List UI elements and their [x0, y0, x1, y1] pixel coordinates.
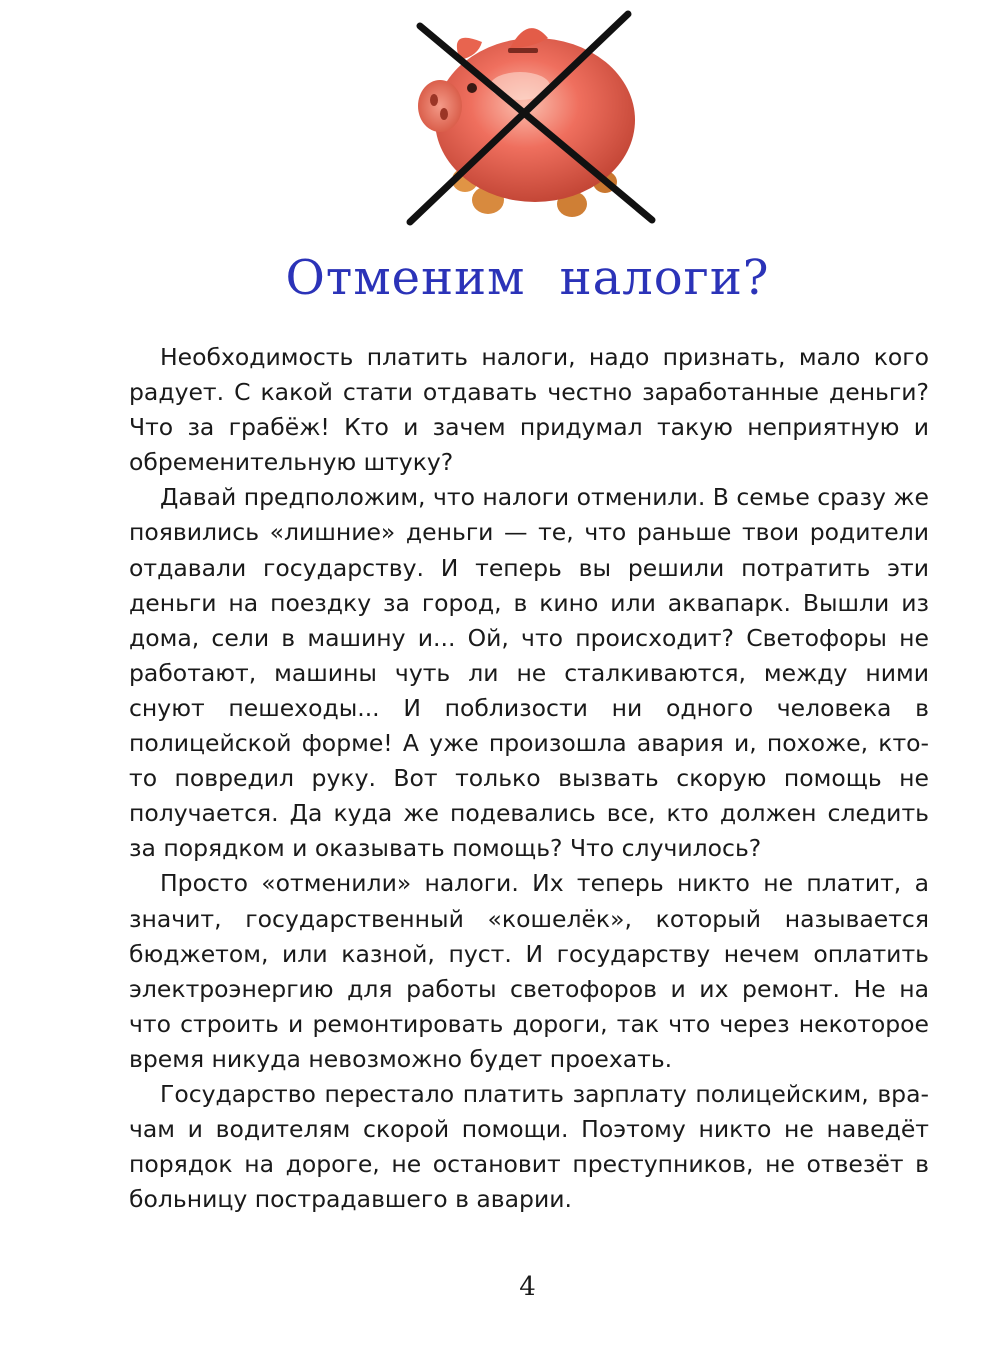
crossed-out-piggy-bank-illustration [400, 8, 660, 228]
paragraph: Давай предположим, что налоги отменили. В семье сразу же появились «лишние» деньги — те, что раньше твои родители отдавали государству. И теперь вы решили потратить эти деньги на поездку за город, в кино или аквапарк. Вышли из дома, сели в машину и... Ой, что происходит? Светофоры не работают, машины чуть ли не сталкиваются, между ними снуют пешеходы... И поблизости ни одного человека в полицейской форме! А уже произошла авария и, похоже, кто-то повредил руку. Вот только вызвать скорую помощь не получается. Да куда же подевались все, кто должен следить за порядком и оказывать помощь? Что случилось? [129, 483, 930, 863]
pig-nostril [430, 94, 438, 106]
coin-slot [508, 48, 538, 53]
pig-eye [467, 83, 477, 93]
paragraph: Просто «отменили» налоги. Их теперь никто не платит, а значит, государственный «кошелёк», который называется бюджетом, или казной, пуст. И государству нечем оплатить электроэнергию для работы светофоров и их ремонт. Не на что строить и ремонтировать дороги, так что через некоторое время никуда невозможно будет проехать. [129, 869, 929, 1073]
paragraph: Необходимость платить налоги, надо признать, мало кого радует. С какой стати отдавать честно заработанные деньги? Что за грабёж! Кто и зачем придумал такую неприятную и обременительную штуку? [129, 343, 929, 477]
page-title: Отменим налоги? [285, 250, 770, 306]
pig-nostril [440, 108, 448, 120]
article-body [129, 340, 929, 1217]
page-number: 4 [519, 1272, 536, 1302]
pig-snout [418, 80, 462, 132]
piggy-bank-icon [400, 8, 660, 228]
paragraph: Государство перестало платить зарплату полицейским, врачам и водителям скорой помощи. Поэтому никто не наведёт порядок на дороге, не остановит преступников, не отвезёт в больницу пострадавшего в аварии. [129, 1079, 929, 1214]
